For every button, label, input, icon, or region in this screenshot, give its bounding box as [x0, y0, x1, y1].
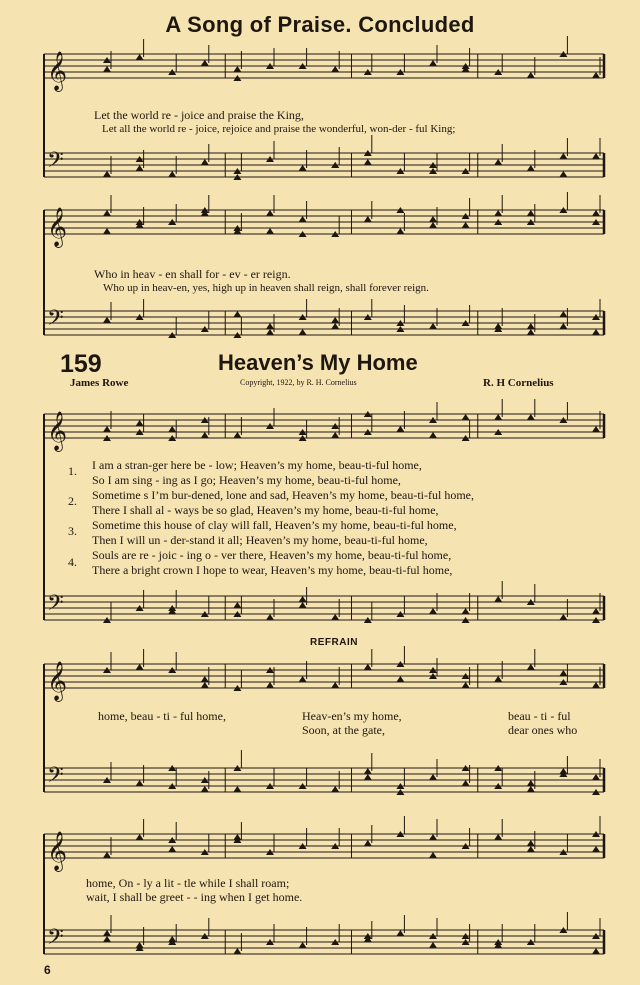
note-head [103, 936, 111, 942]
note-head [429, 852, 437, 858]
verse-number: 2. [68, 494, 77, 508]
note-head [527, 165, 535, 171]
verse-number: 4. [68, 555, 77, 569]
lyric-line: dear ones who [508, 723, 578, 737]
note-head [103, 171, 111, 177]
note-head [168, 171, 176, 177]
note-head [331, 682, 339, 688]
treble-clef-icon: 𝄞 [47, 207, 68, 247]
note-head [233, 432, 241, 438]
note-head [396, 426, 404, 432]
note-head [331, 66, 339, 72]
note-head [201, 676, 209, 682]
verse-lyric: There a bright crown I hope to wear, Heaven’s my home, beau-ti-ful home, [92, 563, 453, 577]
note-head [233, 66, 241, 72]
treble-clef-icon: 𝄞 [47, 661, 68, 701]
note-head [233, 311, 241, 317]
note-head [592, 329, 600, 335]
lyric-line: home, beau - ti - ful home, [98, 709, 226, 723]
note-head [299, 942, 307, 948]
note-head [136, 420, 144, 426]
bass-clef-icon: 𝄢 [47, 306, 64, 336]
note-head [103, 426, 111, 432]
note-head [201, 682, 209, 688]
lyric-line: wait, I shall be greet - - ing when I get home. [86, 890, 303, 904]
note-head [592, 774, 600, 780]
note-head [364, 664, 372, 670]
note-head [396, 676, 404, 682]
lyric-line: Let all the world re - joice, rejoice and praise the wonderful, won-der - ful King; [102, 123, 456, 135]
note-head [462, 222, 470, 228]
continued-song-title: A Song of Praise. Concluded [165, 12, 475, 37]
note-head [136, 664, 144, 670]
note-head [266, 329, 274, 335]
note-head [201, 432, 209, 438]
refrain-label: REFRAIN [310, 637, 358, 648]
note-head [331, 432, 339, 438]
note-head [429, 216, 437, 222]
note-head [559, 153, 567, 159]
note-head [494, 414, 502, 420]
note-head [592, 682, 600, 688]
note-head [136, 834, 144, 840]
note-head [168, 426, 176, 432]
verse-lyric: Souls are re - joic - ing o - ver there, Heaven’s my home, beau-ti-ful home, [92, 548, 452, 562]
note-head [103, 228, 111, 234]
note-head [103, 210, 111, 216]
note-head [364, 774, 372, 780]
note-head [136, 780, 144, 786]
note-head [266, 682, 274, 688]
note-head [527, 840, 535, 846]
note-head [527, 323, 535, 329]
lyric-line: Who in heav - en shall for - ev - er reign. [94, 267, 291, 281]
note-head [364, 768, 372, 774]
treble-clef-icon: 𝄞 [47, 51, 68, 91]
note-head [429, 774, 437, 780]
note-head [299, 216, 307, 222]
hymn-title: Heaven’s My Home [218, 350, 418, 375]
copyright-notice: Copyright, 1922, by R. H. Cornelius [240, 378, 357, 387]
note-head [201, 159, 209, 165]
verse-lyric: Sometime this house of clay will fall, Heaven’s my home, beau-ti-ful home, [92, 518, 457, 532]
note-head [331, 317, 339, 323]
note-head [527, 414, 535, 420]
note-head [299, 676, 307, 682]
note-head [494, 159, 502, 165]
note-head [527, 846, 535, 852]
note-head [592, 608, 600, 614]
note-head [364, 840, 372, 846]
note-head [592, 72, 600, 78]
note-head [559, 768, 567, 774]
lyric-line: Let the world re - joice and praise the King, [94, 108, 304, 122]
note-head [266, 323, 274, 329]
note-head [396, 228, 404, 234]
lyric-line: home, On - ly a lit - tle while I shall roam; [86, 876, 290, 890]
note-head [592, 948, 600, 954]
note-head [136, 54, 144, 60]
verse-number: 3. [68, 524, 77, 538]
note-head [233, 786, 241, 792]
note-head [527, 780, 535, 786]
verse-number: 1. [68, 464, 77, 478]
note-head [429, 608, 437, 614]
note-head [527, 329, 535, 335]
note-head [233, 834, 241, 840]
lyric-line: Who up in heav-en, yes, high up in heaven shall reign, shall forever reign. [103, 282, 429, 294]
verse-lyric: So I am sing - ing as I go; Heaven’s my home, beau-ti-ful home, [92, 473, 401, 487]
note-head [266, 210, 274, 216]
note-head [559, 614, 567, 620]
note-head [429, 834, 437, 840]
note-head [494, 676, 502, 682]
note-head [592, 153, 600, 159]
note-head [429, 60, 437, 66]
note-head [103, 930, 111, 936]
note-head [299, 602, 307, 608]
composer: R. H Cornelius [483, 377, 554, 389]
note-head [527, 210, 535, 216]
page-number: 6 [44, 963, 51, 977]
note-head [331, 786, 339, 792]
note-head [136, 165, 144, 171]
note-head [429, 432, 437, 438]
lyric-line: beau - ti - ful [508, 709, 571, 723]
note-head [429, 942, 437, 948]
note-head [201, 60, 209, 66]
note-head [233, 602, 241, 608]
note-head [299, 596, 307, 602]
treble-clef-icon: 𝄞 [47, 411, 68, 451]
note-head [429, 222, 437, 228]
treble-clef-icon: 𝄞 [47, 831, 68, 871]
note-head [168, 936, 176, 942]
note-head [494, 834, 502, 840]
note-head [429, 323, 437, 329]
verse-lyric: Sometime s I’m bur-dened, lone and sad, Heaven’s my home, beau-ti-ful home, [92, 488, 474, 502]
bass-clef-icon: 𝄢 [47, 148, 64, 178]
bass-clef-icon: 𝄢 [47, 763, 64, 793]
note-head [527, 786, 535, 792]
note-head [364, 216, 372, 222]
note-head [559, 311, 567, 317]
note-head [266, 614, 274, 620]
note-head [527, 72, 535, 78]
note-head [527, 664, 535, 670]
note-head [364, 159, 372, 165]
note-head [396, 930, 404, 936]
note-head [103, 317, 111, 323]
lyricist: James Rowe [70, 377, 129, 389]
note-head [299, 165, 307, 171]
note-head [559, 171, 567, 177]
bass-clef-icon: 𝄢 [47, 925, 64, 955]
note-head [462, 608, 470, 614]
note-head [462, 414, 470, 420]
note-head [331, 323, 339, 329]
note-head [592, 846, 600, 852]
note-head [592, 210, 600, 216]
note-head [494, 210, 502, 216]
note-head [266, 228, 274, 234]
note-head [559, 323, 567, 329]
note-head [103, 852, 111, 858]
note-head [331, 614, 339, 620]
verse-lyric: There I shall al - ways be so glad, Heaven’s my home, beau-ti-ful home, [92, 503, 439, 517]
note-head [462, 682, 470, 688]
lyric-line: Heav-en’s my home, [302, 709, 402, 723]
lyric-line: Soon, at the gate, [302, 723, 385, 737]
note-head [299, 329, 307, 335]
note-head [168, 846, 176, 852]
bass-clef-icon: 𝄢 [47, 591, 64, 621]
note-head [103, 66, 111, 72]
note-head [201, 786, 209, 792]
verse-lyric: I am a stran-ger here be - low; Heaven’s my home, beau-ti-ful home, [92, 458, 422, 472]
verse-lyric: Then I will un - der-stand it all; Heaven’s my home, beau-ti-ful home, [92, 533, 428, 547]
note-head [494, 596, 502, 602]
note-head [559, 670, 567, 676]
note-head [592, 426, 600, 432]
note-head [462, 780, 470, 786]
hymn-number: 159 [60, 350, 102, 378]
note-head [233, 948, 241, 954]
